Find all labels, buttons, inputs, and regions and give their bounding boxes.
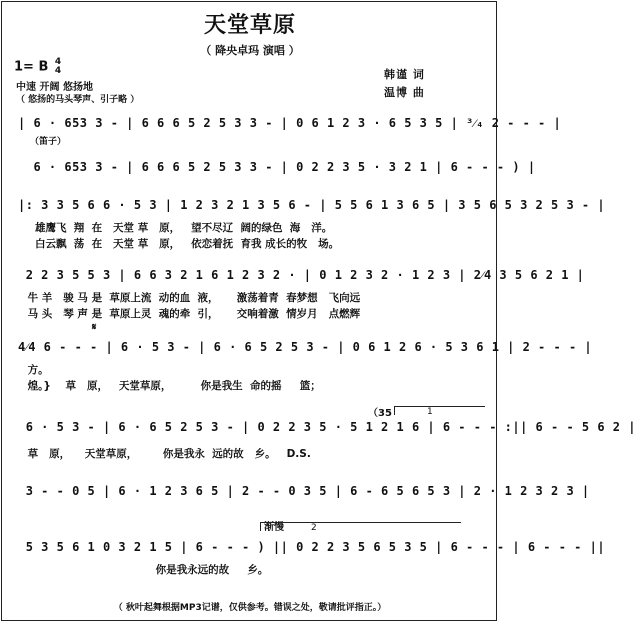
slowdown-marking: 渐慢 [264, 522, 284, 533]
composer-credit: 温博 曲 [384, 86, 425, 99]
lyric-chorus-1b: 煌。} 草 原， 天堂草原， 你是我生 命的摇 篮； [24, 380, 321, 392]
tempo-marking: 中速 开阔 悠扬地 [16, 82, 93, 93]
time-bottom: 4 [54, 66, 62, 76]
transcriber-footer: （ 秋叶起舞根据MP3记谱，仅供参考。错误之处，敬请批评指正。） [113, 603, 387, 613]
lyricist-credit: 韩谨 词 [384, 68, 425, 81]
volta-1-label: 1 [427, 407, 433, 417]
key-text: 1= B [14, 59, 49, 75]
score-row-4: 2 2 3 5 5 3 | 6 6 3 2 1 6 1 2 3 2 · | 0 1 2 3 2 · 1 2 3 | 2⁄4 3 5 6 2 1 | [18, 268, 585, 282]
intro-note: （ 悠扬的马头琴声、引子略 ） [16, 95, 140, 105]
song-title: 天堂草原 [203, 12, 296, 38]
lyric-verse-2: 白云飘 荡 在 天堂 草 原， 依恋着抚 育我 成长的牧 场。 [24, 238, 340, 250]
volta-2-label: 2 [311, 523, 317, 533]
volta-35-label: （35 [368, 408, 392, 419]
lyric-verse-1: 雄鹰飞 翔 在 天堂 草 原， 望不尽辽 阔的绿色 海 洋。 [24, 222, 333, 234]
score-row-8: 5 3 5 6 1 0 3 2 1 5 | 6 - - - ) || 0 2 2 3 5 6 5 3 5 | 6 - - - | 6 - - - || [18, 540, 606, 554]
volta-1-bracket [394, 406, 485, 415]
performer-subtitle: （ 降央卓玛 演唱 ） [200, 44, 300, 57]
time-signature [55, 58, 61, 76]
score-row-1: | 6 · 653 3 - | 6 6 6 5 2 5 3 3 - | 0 6 1 2 3 · 6 5 3 5 | ³⁄₄ 2 - - - | [18, 116, 562, 130]
volta-2-bracket [260, 522, 461, 531]
lyric-chorus-2: 草 原， 天堂草原， 你是我永 远的故 乡。 D.S. [24, 448, 311, 460]
lyric-verse-4: 马 头 琴 声 是 草原上灵 魂的牵 引， 交响着激 情岁月 点燃辉 [24, 308, 361, 320]
segno-sign: 𝄋 [92, 322, 97, 333]
score-row-7: 3 - - 0 5 | 6 · 1 2 3 6 5 | 2 - - 0 3 5 | 6 - 6 5 6 5 3 | 2 · 1 2 3 2 3 | [18, 484, 590, 498]
score-row-3: |: 3 3 5 6 6 · 5 3 | 1 2 3 2 1 3 5 6 - | 5 5 6 1 3 6 5 | 3 5 6 5 3 2 5 3 - | [18, 198, 606, 212]
lyric-chorus-1a: 方。 [24, 364, 49, 376]
score-row-2: 6 · 653 3 - | 6 6 6 5 2 5 3 3 - | 0 2 2 3 5 · 3 2 1 | 6 - - - ) | [18, 160, 536, 174]
lyric-verse-3: 牛 羊 骏 马 是 草原上流 动的血 液， 激荡着青 春梦想 飞向远 [24, 292, 361, 304]
time-top: 4 [54, 57, 62, 67]
instrument-note: （笛子） [30, 137, 67, 147]
lyric-ending: 你是我永远的故 乡。 [24, 564, 269, 576]
score-row-6: 6 · 5 3 - | 6 · 6 5 2 5 3 - | 0 2 2 3 5 · 5 1 2 1 6 | 6 - - - :|| 6 - - 5 6 2 | [18, 420, 636, 434]
key-signature [14, 58, 61, 76]
score-row-5: 4⁄4 6 - - - | 6 · 5 3 - | 6 · 6 5 2 5 3 - | 0 6 1 2 6 · 5 3 6 1 | 2 - - - | [18, 340, 593, 354]
